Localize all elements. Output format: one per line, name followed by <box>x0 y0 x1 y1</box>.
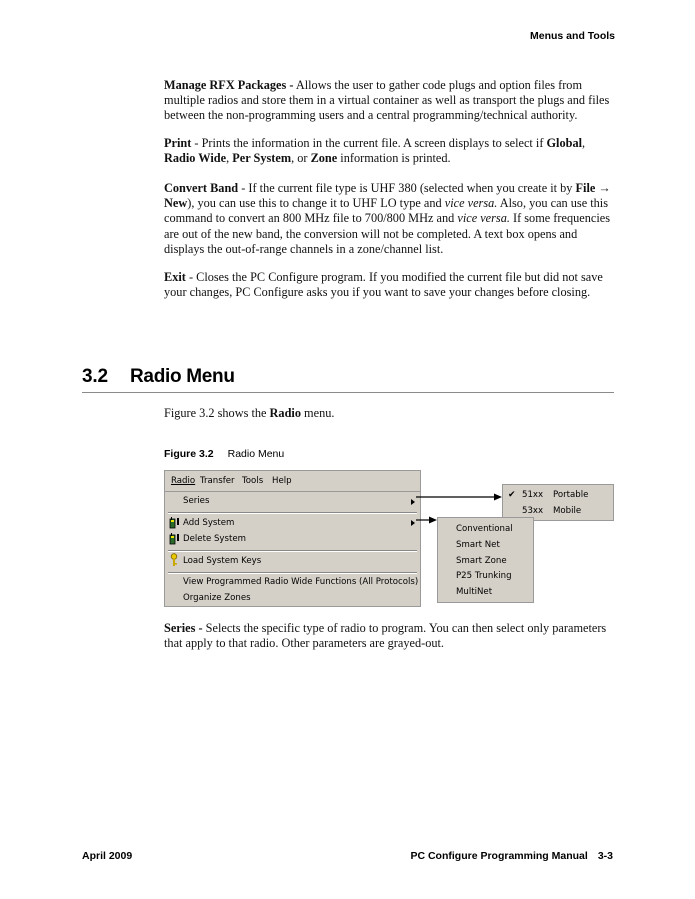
figure-intro-paragraph <box>164 406 614 421</box>
print-radio-wide: Radio Wide <box>164 151 227 166</box>
convert-text-4: If some frequencies are out of the new band, the conversion will not be completed. A text box opens and displays the out-of-range channels in a zone/channel list. <box>164 211 610 256</box>
series-paragraph <box>164 621 614 651</box>
system-type-submenu <box>437 517 534 603</box>
print-text-2: , <box>582 136 586 150</box>
series-53xx-model[interactable]: 53xx <box>522 506 544 516</box>
convert-vice-versa-1: vice versa. <box>444 196 498 211</box>
key-icon <box>169 553 181 567</box>
check-icon: ✔ <box>508 490 516 500</box>
menu-item-delete-system[interactable]: Delete System <box>183 534 247 544</box>
section-heading <box>82 366 614 393</box>
series-connector-arrowhead <box>494 494 502 501</box>
series-51xx-type[interactable]: Portable <box>553 490 589 500</box>
system-conventional[interactable]: Conventional <box>456 524 513 534</box>
print-text-1: - Prints the information in the current file. A screen displays to select if <box>191 136 547 150</box>
menu-item-load-system-keys[interactable]: Load System Keys <box>183 556 262 566</box>
figure-caption <box>164 448 284 460</box>
print-zone: Zone <box>310 151 338 166</box>
radio-delete-icon <box>169 532 181 545</box>
print-term: Print <box>164 136 192 150</box>
series-text: Selects the specific type of radio to program. You can then select only parameters that apply to that radio. Other parameters are grayed-out. <box>164 621 607 651</box>
menu-radio[interactable]: Radio <box>171 476 196 486</box>
system-p25-trunking[interactable]: P25 Trunking <box>456 571 512 581</box>
system-smart-net[interactable]: Smart Net <box>456 540 500 550</box>
menu-item-organize-zones[interactable]: Organize Zones <box>183 593 251 603</box>
running-head: Menus and Tools <box>530 30 615 42</box>
exit-text: - Closes the PC Configure program. If you modified the current file but did not save your changes, PC Configure asks you if you want to save your changes before closing. <box>164 270 603 300</box>
add-system-arrow-icon <box>411 520 415 526</box>
section-number: 3.2 <box>82 366 108 387</box>
menu-separator <box>168 550 417 552</box>
footer-date: April 2009 <box>82 850 133 862</box>
print-per-system: Per System <box>232 151 292 166</box>
figure-title: Radio Menu <box>227 448 285 460</box>
print-text-4: , or <box>291 151 311 166</box>
system-smart-zone[interactable]: Smart Zone <box>456 556 507 566</box>
convert-vice-versa-2: vice versa. <box>457 211 510 226</box>
convert-text-1: - If the current file type is UHF 380 (selected when you create it by <box>238 181 576 195</box>
menu-help[interactable]: Help <box>272 476 292 486</box>
series-term: Series - <box>164 621 203 635</box>
print-text-3: , <box>226 151 233 166</box>
print-text-5: information is printed. <box>337 151 451 166</box>
footer-page-number: 3-3 <box>597 850 613 862</box>
system-multinet[interactable]: MultiNet <box>456 587 493 597</box>
footer-manual-title: PC Configure Programming Manual <box>410 850 588 862</box>
manage-rfx-paragraph <box>164 78 614 124</box>
manage-rfx-term: Manage RFX Packages - <box>164 78 294 92</box>
menu-item-series[interactable]: Series <box>183 496 210 506</box>
print-paragraph <box>164 136 614 166</box>
series-submenu-arrow-icon <box>411 499 415 505</box>
radio-add-icon <box>169 516 181 529</box>
menu-item-add-system[interactable]: Add System <box>183 518 235 528</box>
print-global: Global <box>546 136 583 150</box>
convert-text-2: ), you can use this to change it to UHF LO type and <box>187 196 445 211</box>
menu-bar <box>164 470 421 492</box>
menu-transfer[interactable]: Transfer <box>200 476 235 486</box>
menu-tools[interactable]: Tools <box>242 476 264 486</box>
convert-new: New <box>164 196 188 211</box>
series-51xx-model[interactable]: 51xx <box>522 490 544 500</box>
radio-dropdown <box>164 491 421 607</box>
series-53xx-type[interactable]: Mobile <box>553 506 582 516</box>
figure-number: Figure 3.2 <box>164 448 214 460</box>
menu-item-view-programmed[interactable]: View Programmed Radio Wide Functions (All Protocols) <box>183 577 419 587</box>
exit-paragraph <box>164 270 614 300</box>
exit-term: Exit <box>164 270 186 284</box>
menu-separator <box>168 512 417 514</box>
manage-rfx-text: Allows the user to gather code plugs and option files from multiple radios and store them in a virtual container as well as transport the plugs and files between the non-programming users and a central programming/technical authority. <box>164 78 610 123</box>
figure-intro-text-2: menu. <box>300 406 335 420</box>
system-connector-arrowhead <box>429 517 437 524</box>
convert-band-paragraph <box>164 181 614 257</box>
convert-band-term: Convert Band <box>164 181 239 195</box>
convert-arrow: → <box>595 181 611 195</box>
convert-file: File <box>575 181 596 195</box>
figure-intro-radio: Radio <box>269 406 301 420</box>
footer-right <box>410 850 613 862</box>
convert-text-3: Also, you can use this command to convert an 800 MHz file to 700/800 MHz and <box>164 196 608 226</box>
figure-intro-text-1: Figure 3.2 shows the <box>164 406 270 420</box>
section-title: Radio Menu <box>130 366 235 387</box>
menu-separator <box>168 572 417 574</box>
series-submenu <box>502 484 614 521</box>
